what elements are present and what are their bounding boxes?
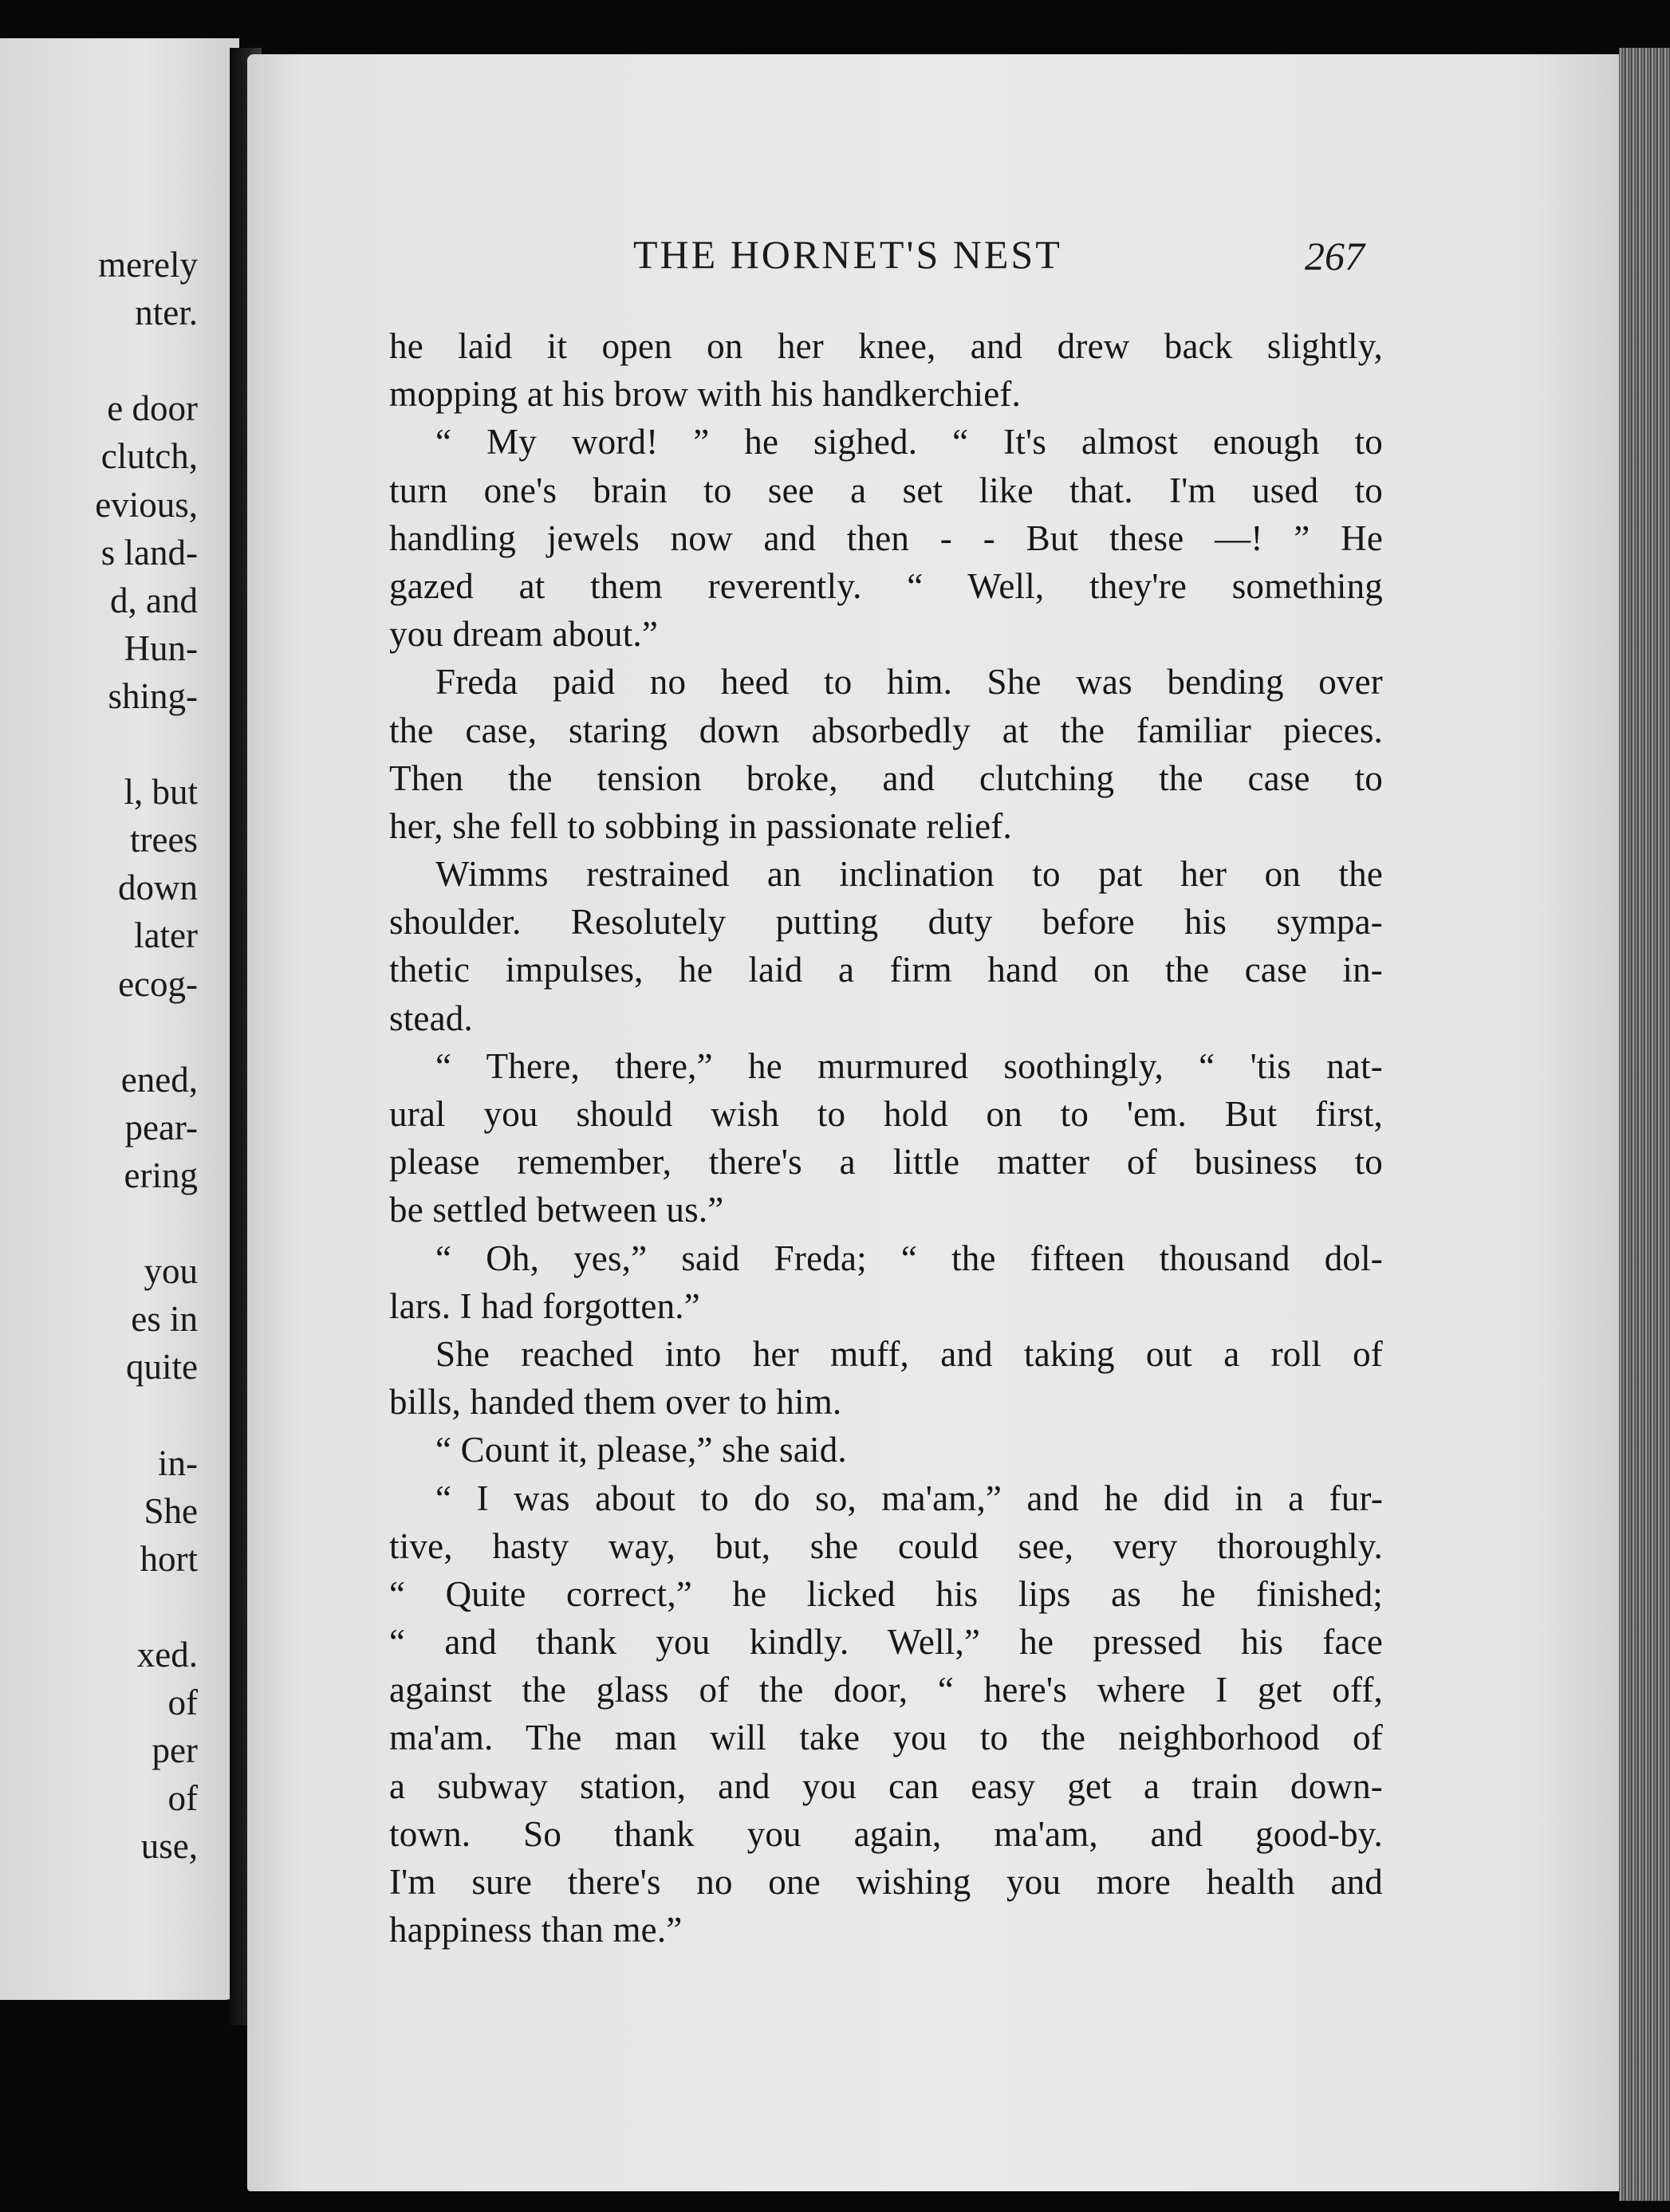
previous-page-line: pear- (124, 1107, 198, 1147)
page-stack-edge (1619, 48, 1670, 2201)
previous-page-line: of (167, 1778, 198, 1819)
text-line: a subway station, and you can easy get a train down- (389, 1765, 1383, 1806)
text-line: thetic impulses, he laid a firm hand on the case in- (389, 950, 1383, 990)
text-line: ural you should wish to hold on to 'em. But first, (389, 1094, 1383, 1134)
text-line: ma'am. The man will take you to the neighborhood of (389, 1718, 1383, 1758)
text-line: handling jewels now and then - - But these —! ” He (389, 518, 1383, 558)
text-line: you dream about.” (389, 614, 659, 655)
previous-page-line: es in (131, 1299, 198, 1340)
page-header (247, 231, 1631, 287)
text-line: tive, hasty way, but, she could see, very thoroughly. (389, 1525, 1383, 1566)
text-line: “ I was about to do so, ma'am,” and he did in a fur- (435, 1478, 1383, 1518)
previous-page-line: down (118, 868, 198, 908)
previous-page-line: e door (107, 388, 198, 429)
previous-page-line: s land- (100, 532, 198, 573)
text-line: lars. I had forgotten.” (389, 1285, 700, 1326)
running-title: THE HORNET'S NEST (633, 232, 1062, 277)
text-line: “ Oh, yes,” said Freda; “ the fifteen thousand dol- (435, 1238, 1383, 1278)
text-line: Then the tension broke, and clutching the case to (389, 758, 1383, 798)
previous-page-line: evious, (95, 484, 198, 525)
book-page (247, 54, 1631, 2191)
text-line: he laid it open on her knee, and drew back slightly, (389, 326, 1383, 366)
text-line: bills, handed them over to him. (389, 1382, 842, 1423)
previous-page-line: merely (98, 245, 198, 285)
text-line: mopping at his brow with his handkerchief. (389, 374, 1022, 415)
page-body-text (389, 322, 1383, 1954)
previous-page-line: ened, (120, 1059, 198, 1100)
previous-page-line: l, but (124, 772, 198, 813)
previous-page-line: nter. (135, 293, 198, 333)
text-line: be settled between us.” (389, 1190, 724, 1230)
previous-page-line: of (167, 1683, 198, 1722)
previous-page-line: xed. (136, 1634, 198, 1675)
text-line: I'm sure there's no one wishing you more health and (389, 1862, 1383, 1902)
text-line: gazed at them reverently. “ Well, they're something (389, 565, 1383, 606)
page-number: 267 (1305, 234, 1365, 278)
previous-page-line: use, (140, 1826, 198, 1867)
text-line: turn one's brain to see a set like that. I'm used to (389, 470, 1383, 510)
previous-page-fragment (0, 38, 239, 2000)
text-line: “ There, there,” he murmured soothingly, “ 'tis nat- (435, 1045, 1383, 1086)
text-line: please remember, there's a little matter of business to (389, 1142, 1383, 1183)
previous-page-line: per (152, 1730, 198, 1771)
text-line: against the glass of the door, “ here's where I get off, (389, 1670, 1383, 1710)
previous-page-line: hort (140, 1538, 198, 1579)
previous-page-line: quite (126, 1347, 198, 1387)
text-line: the case, staring down absorbedly at the familiar pieces. (389, 710, 1383, 750)
text-line: “ My word! ” he sighed. “ It's almost enough to (435, 422, 1383, 462)
text-line: her, she fell to sobbing in passionate relief. (389, 805, 1012, 846)
text-line: “ Count it, please,” she said. (435, 1430, 847, 1470)
previous-page-line: shing- (108, 675, 198, 716)
previous-page-line: d, and (110, 580, 198, 620)
text-line: “ Quite correct,” he licked his lips as he finished; (389, 1573, 1383, 1614)
previous-page-line: clutch, (100, 436, 198, 477)
text-line: happiness than me.” (389, 1910, 683, 1950)
text-line: Freda paid no heed to him. She was bending over (435, 662, 1383, 703)
text-line: She reached into her muff, and taking out a roll of (435, 1333, 1383, 1374)
previous-page-line: trees (130, 820, 198, 860)
previous-page-line: ering (124, 1155, 198, 1195)
previous-page-line: She (144, 1490, 198, 1531)
previous-page-line: Hun- (124, 628, 198, 668)
text-line: shoulder. Resolutely putting duty before his sympa- (389, 902, 1383, 943)
text-line: Wimms restrained an inclination to pat her on the (435, 854, 1383, 895)
text-line: stead. (389, 998, 473, 1038)
text-line: town. So thank you again, ma'am, and good-by. (389, 1813, 1383, 1854)
previous-page-line: later (134, 915, 198, 956)
previous-page-line: in- (158, 1443, 198, 1483)
text-line: “ and thank you kindly. Well,” he pressed his face (389, 1622, 1383, 1663)
previous-page-line: ecog- (118, 963, 198, 1004)
previous-page-line: you (144, 1251, 198, 1292)
